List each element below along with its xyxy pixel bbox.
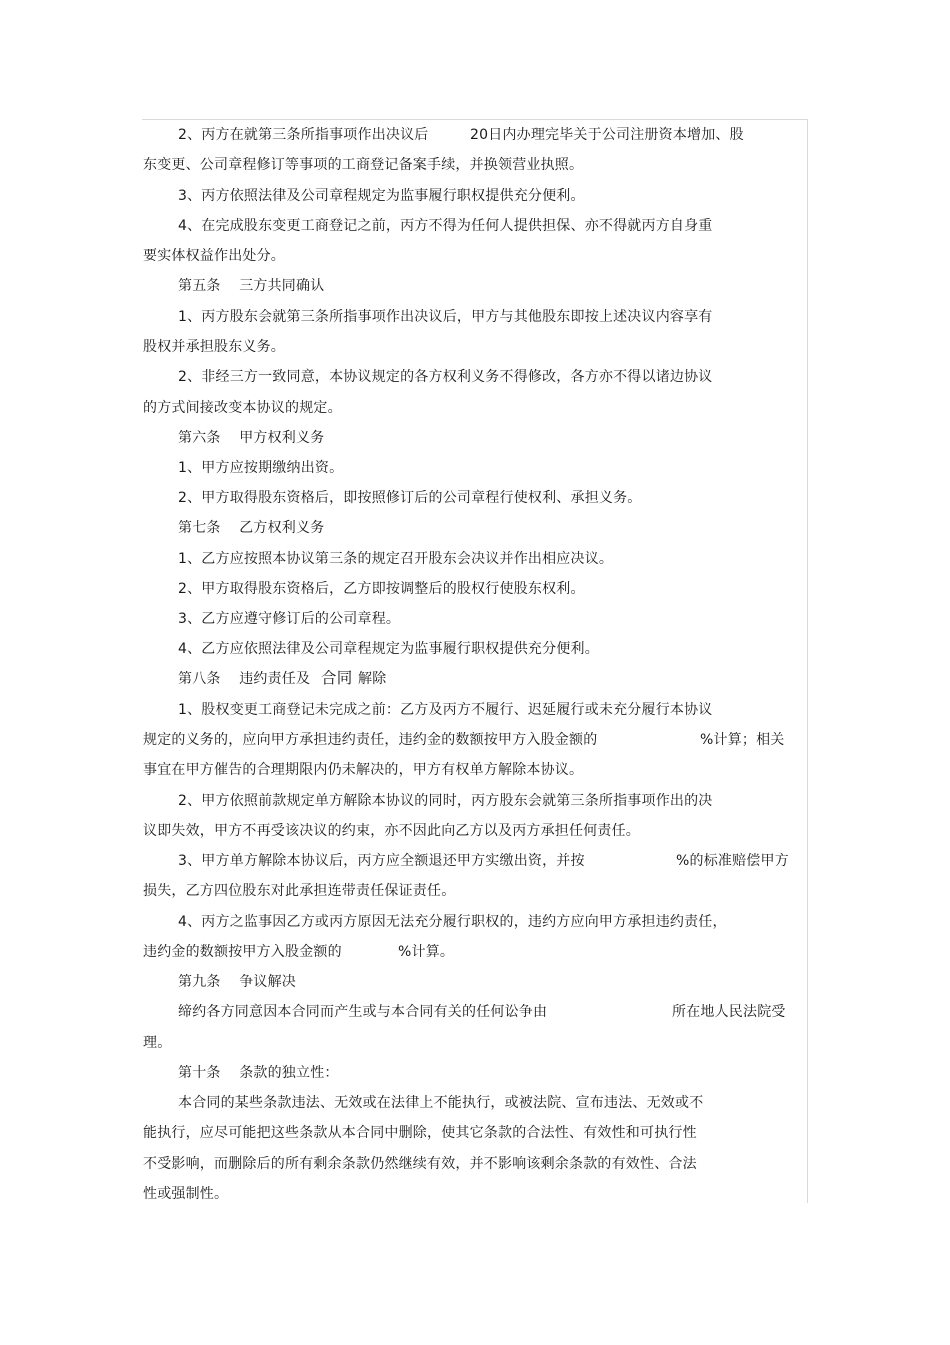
clause-9-body-cont: 理。	[143, 1035, 172, 1051]
clause-8-item-4-cont-tail: %计算。	[398, 944, 455, 960]
clause-10-body-4: 性或强制性。	[143, 1186, 229, 1202]
clause-8-item-1-cont-2: 事宜在甲方催告的合理期限内仍未解决的，甲方有权单方解除本协议。	[143, 762, 584, 778]
clause-8-item-2-cont: 议即失效，甲方不再受该决议的约束，亦不因此向乙方以及丙方承担任何责任。	[143, 823, 640, 839]
clause-6-item-2: 2、甲方取得股东资格后，即按照修订后的公司章程行使权利、承担义务。	[178, 490, 642, 506]
clause-4-item-3: 3、丙方依照法律及公司章程规定为监事履行职权提供充分便利。	[178, 188, 585, 204]
clause-7-item-1: 1、乙方应按照本协议第三条的规定召开股东会决议并作出相应决议。	[178, 551, 614, 567]
clause-5-item-2-cont: 的方式间接改变本协议的规定。	[143, 400, 342, 416]
clause-8-item-3-tail: %的标准赔偿甲方	[676, 853, 789, 869]
clause-8-item-1: 1、股权变更工商登记未完成之前：乙方及丙方不履行、迟延履行或未充分履行本协议	[178, 702, 713, 718]
clause-9-body-tail: 所在地人民法院受	[672, 1004, 786, 1020]
clause-8-heading-part-3: 解除	[358, 671, 387, 687]
clause-8-item-2: 2、甲方依照前款规定单方解除本协议的同时，丙方股东会就第三条所指事项作出的决	[178, 793, 713, 809]
clause-8-heading-part-1: 第八条 违约责任及	[178, 671, 311, 687]
clause-4-item-2-part-1: 2、丙方在就第三条所指事项作出决议后	[178, 127, 429, 143]
clause-7-item-3: 3、乙方应遵守修订后的公司章程。	[178, 611, 401, 627]
clause-4-item-2-cont: 东变更、公司章程修订等事项的工商登记备案手续，并换领营业执照。	[143, 157, 584, 173]
clause-8-item-3-cont: 损失，乙方四位股东对此承担连带责任保证责任。	[143, 883, 456, 899]
clause-5-heading: 第五条 三方共同确认	[178, 278, 325, 294]
clause-5-item-1: 1、丙方股东会就第三条所指事项作出决议后，甲方与其他股东即按上述决议内容享有	[178, 309, 713, 325]
clause-5-item-1-cont: 股权并承担股东义务。	[143, 339, 285, 355]
clause-4-item-4-cont: 要实体权益作出处分。	[143, 248, 285, 264]
clause-4-item-4: 4、在完成股东变更工商登记之前，丙方不得为任何人提供担保、亦不得就丙方自身重	[178, 218, 713, 234]
clause-10-body-1: 本合同的某些条款违法、无效或在法律上不能执行，或被法院、宣布违法、无效或不	[178, 1095, 704, 1111]
clause-8-item-3: 3、甲方单方解除本协议后，丙方应全额退还甲方实缴出资，并按	[178, 853, 585, 869]
clause-6-heading: 第六条 甲方权利义务	[178, 430, 325, 446]
clause-9-heading: 第九条 争议解决	[178, 974, 297, 990]
clause-8-item-1-cont-1: 规定的义务的，应向甲方承担违约责任，违约金的数额按甲方入股金额的	[143, 732, 598, 748]
clause-7-heading: 第七条 乙方权利义务	[178, 520, 325, 536]
clause-10-body-2: 能执行，应尽可能把这些条款从本合同中删除，使其它条款的合法性、有效性和可执行性	[143, 1125, 697, 1141]
clause-5-item-2: 2、非经三方一致同意，本协议规定的各方权利义务不得修改，各方亦不得以诸边协议	[178, 369, 713, 385]
clause-9-body: 缔约各方同意因本合同而产生或与本合同有关的任何讼争由	[178, 1004, 548, 1020]
clause-8-item-1-cont-1-tail: %计算；相关	[700, 732, 785, 748]
clause-10-heading: 第十条 条款的独立性：	[178, 1065, 339, 1081]
clause-10-body-3: 不受影响，而删除后的所有剩余条款仍然继续有效，并不影响该剩余条款的有效性、合法	[143, 1156, 697, 1172]
clause-8-item-4: 4、丙方之监事因乙方或丙方原因无法充分履行职权的，违约方应向甲方承担违约责任，	[178, 914, 727, 930]
clause-8-item-4-cont: 违约金的数额按甲方入股金额的	[143, 944, 342, 960]
clause-8-heading-part-2: 合同	[321, 669, 353, 687]
clause-7-item-4: 4、乙方应依照法律及公司章程规定为监事履行职权提供充分便利。	[178, 641, 599, 657]
clause-4-item-2-part-2: 20日内办理完毕关于公司注册资本增加、股	[470, 127, 744, 143]
clause-7-item-2: 2、甲方取得股东资格后，乙方即按调整后的股权行使股东权利。	[178, 581, 585, 597]
clause-6-item-1: 1、甲方应按期缴纳出资。	[178, 460, 344, 476]
